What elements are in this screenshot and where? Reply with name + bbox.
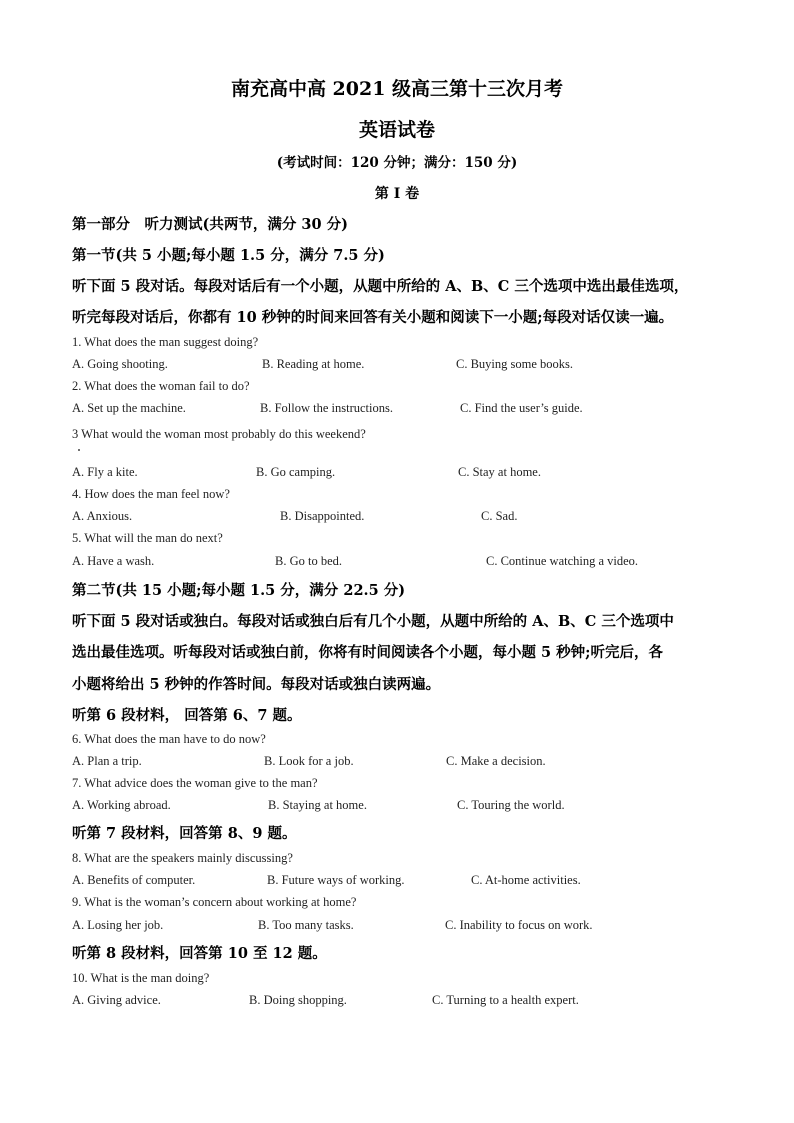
section2-instruction-line: 选出最佳选项。听每段对话或独白前，你将有时间阅读各个小题，每小题 5 秒钟;听完后，各 [72,644,664,661]
option-a: A. Working abroad. [72,798,171,812]
question-text: 4. How does the man feel now? [72,487,230,501]
question-text: 8. What are the speakers mainly discussing? [72,851,293,865]
section2-instruction-line: 听下面 5 段对话或独白。每段对话或独白后有几个小题，从题中所给的 A、B、C 三个选项中 [72,613,674,630]
exam-info: (考试时间：120 分钟；满分：150 分) [276,155,518,171]
option-c: C. Touring the world. [457,798,565,812]
option-c: C. At-home activities. [471,873,581,887]
question-text: 3 What would the woman most probably do this weekend? [72,427,366,441]
option-a: A. Going shooting. [72,357,168,371]
section2-instruction-line: 小题将给出 5 秒钟的作答时间。每段对话或独白读两遍。 [72,676,441,693]
section1-heading: 第一节(共 5 小题;每小题 1.5 分，满分 7.5 分) [72,247,385,264]
option-c: C. Stay at home. [458,465,541,479]
option-a: A. Anxious. [72,509,133,523]
option-a: A. Losing her job. [72,918,164,932]
option-c: C. Make a decision. [446,754,546,768]
option-b: B. Look for a job. [264,754,354,768]
option-b: B. Doing shopping. [249,993,347,1007]
option-c: C. Turning to a health expert. [432,993,579,1007]
group-heading: 听第 6 段材料， 回答第 6、7 题。 [72,707,302,724]
option-a: A. Benefits of computer. [72,873,196,887]
option-c: C. Sad. [481,509,518,523]
option-a: A. Giving advice. [72,993,161,1007]
option-b: B. Reading at home. [262,357,365,371]
question-text: 1. What does the man suggest doing? [72,335,259,349]
exam-title: 南充高中高 2021 级高三第十三次月考 [230,78,564,100]
option-b: B. Go to bed. [275,554,343,568]
section1-instruction-line: 听下面 5 段对话。每段对话后有一个小题，从题中所给的 A、B、C 三个选项中选出最佳选项， [72,278,689,295]
option-b: B. Staying at home. [268,798,367,812]
stray-dot [78,449,80,451]
question-text: 9. What is the woman’s concern about working at home? [72,895,357,909]
group-heading: 听第 7 段材料，回答第 8、9 题。 [72,825,297,842]
question-text: 2. What does the woman fail to do? [72,379,250,393]
option-c: C. Find the user’s guide. [460,401,583,415]
option-b: B. Future ways of working. [267,873,405,887]
section1-instruction-line: 听完每段对话后，你都有 10 秒钟的时间来回答有关小题和阅读下一小题;每段对话仅读一遍。 [72,309,674,326]
question-text: 10. What is the man doing? [72,971,210,985]
option-a: A. Set up the machine. [72,401,186,415]
group-heading: 听第 8 段材料，回答第 10 至 12 题。 [72,945,327,962]
question-text: 5. What will the man do next? [72,531,223,545]
option-b: B. Go camping. [256,465,336,479]
option-b: B. Disappointed. [280,509,365,523]
part1-heading: 第一部分 听力测试(共两节，满分 30 分) [72,216,348,233]
option-a: A. Fly a kite. [72,465,138,479]
option-c: C. Continue watching a video. [486,554,639,568]
option-a: A. Have a wash. [72,554,155,568]
question-text: 7. What advice does the woman give to the man? [72,776,318,790]
option-b: B. Too many tasks. [258,918,354,932]
option-a: A. Plan a trip. [72,754,142,768]
option-c: C. Buying some books. [456,357,574,371]
section2-heading: 第二节(共 15 小题;每小题 1.5 分，满分 22.5 分) [72,582,406,599]
volume-label: 第 I 卷 [374,186,420,202]
question-text: 6. What does the man have to do now? [72,732,266,746]
option-c: C. Inability to focus on work. [445,918,593,932]
subject-title: 英语试卷 [358,119,435,141]
option-b: B. Follow the instructions. [260,401,393,415]
